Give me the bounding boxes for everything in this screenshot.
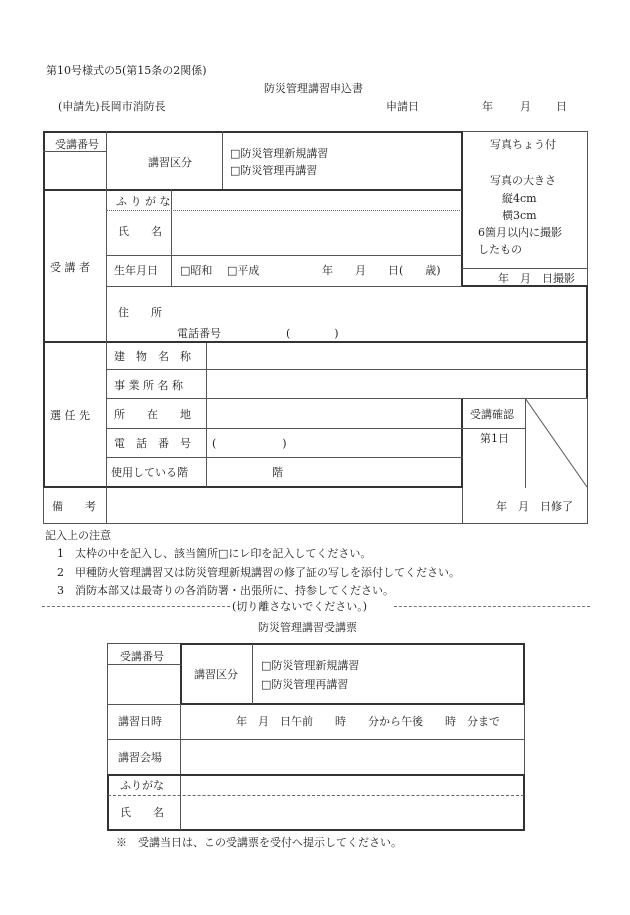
- cut-line-left: [42, 606, 230, 607]
- phone-label: 電話番号: [177, 327, 221, 340]
- form-number: 第10号様式の5(第15条の2関係): [46, 64, 207, 77]
- showa-checkbox[interactable]: □昭和: [180, 264, 213, 277]
- phone-paren: ( ): [286, 327, 339, 340]
- ticket-course-new-checkbox[interactable]: □防災管理新規講習: [261, 659, 360, 672]
- name-label: 氏 名: [118, 225, 162, 238]
- course-re-checkbox[interactable]: □防災管理再講習: [230, 164, 318, 177]
- day-one-label: 第1日: [480, 432, 509, 445]
- course-category-label: 講習区分: [148, 156, 192, 169]
- business-name-label: 事 業 所 名 称: [114, 379, 183, 392]
- note-item: 3 消防本部又は最寄りの各消防署・出張所に、持参してください。: [57, 584, 394, 597]
- birth-ymd: 年 月 日( 歳): [322, 264, 441, 277]
- birth-date-label: 生年月日: [114, 264, 158, 277]
- ticket-date-time-label: 講習日時: [118, 715, 162, 728]
- note-item: 2 甲種防火管理講習又は防災管理新規講習の修了証の写しを添付してください。: [57, 566, 460, 579]
- date-year: 年: [482, 100, 493, 113]
- form-title: 防災管理講習申込書: [264, 82, 363, 95]
- attendance-check-label: 受講確認: [470, 408, 514, 421]
- completion-date: 年 月 日修了: [496, 500, 573, 513]
- ticket-course-category-label: 講習区分: [194, 668, 238, 681]
- photo-height: 縦4cm: [502, 192, 537, 205]
- heisei-checkbox[interactable]: □平成: [227, 264, 260, 277]
- location-label: 所 在 地: [114, 408, 191, 421]
- ticket-reception-number-label: 受講番号: [120, 650, 164, 663]
- cut-line-right: [394, 606, 590, 607]
- ticket-title: 防災管理講習受講票: [258, 621, 357, 634]
- photo-width: 横3cm: [502, 209, 537, 222]
- applicant-section-label: 受 講 者: [50, 261, 90, 274]
- course-new-checkbox[interactable]: □防災管理新規講習: [230, 147, 329, 160]
- note-item: 1 太枠の中を記入し、該当箇所□にレ印を記入してください。: [57, 547, 372, 560]
- floor-unit: 階: [272, 466, 283, 479]
- employer-phone-paren: ( ): [212, 437, 287, 450]
- photo-size: 写真の大きさ: [490, 174, 556, 187]
- ticket-course-re-checkbox[interactable]: □防災管理再講習: [261, 678, 349, 691]
- date-month: 月: [520, 100, 531, 113]
- furigana-label: ふ り が な: [116, 195, 171, 208]
- notes-title: 記入上の注意: [45, 529, 111, 542]
- ticket-furigana-label: ふりがな: [120, 779, 164, 792]
- employer-phone-label: 電 話 番 号: [114, 437, 191, 450]
- address-label: 住 所: [118, 306, 162, 319]
- reception-number-label: 受講番号: [55, 138, 99, 151]
- diagonal-slash: [525, 398, 588, 488]
- ticket-date-time-value: 年 月 日午前 時 分から午後 時 分まで: [236, 715, 500, 728]
- photo-title: 写真ちょう付: [490, 138, 556, 151]
- photo-recent-1: 6箇月以内に撮影: [478, 226, 562, 239]
- ticket-venue-label: 講習会場: [118, 751, 162, 764]
- employer-section-label: 選 任 先: [50, 409, 90, 422]
- remarks-label: 備 考: [52, 500, 96, 513]
- photo-recent-2: したもの: [478, 243, 522, 256]
- ticket-footnote: ※ 受講当日は、この受講票を受付へ提示してください。: [116, 836, 402, 849]
- recipient: (申請先)長岡市消防長: [58, 100, 166, 113]
- building-name-label: 建 物 名 称: [114, 350, 191, 363]
- photo-date: 年 月 日撮影: [498, 272, 575, 285]
- cut-line-label: (切り離さないでください。): [232, 600, 368, 613]
- floor-used-label: 使用している階: [111, 466, 188, 479]
- ticket-name-label: 氏 名: [120, 806, 164, 819]
- date-day: 日: [556, 100, 567, 113]
- application-date-label: 申請日: [386, 100, 419, 113]
